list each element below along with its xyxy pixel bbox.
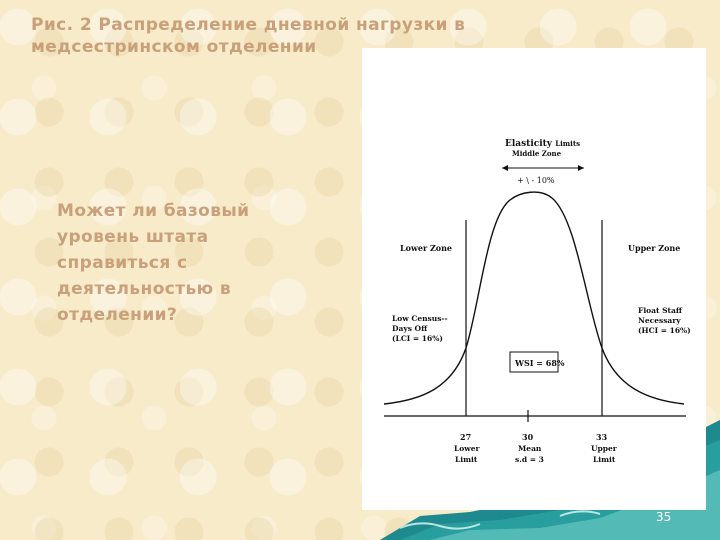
svg-text:Limit: Limit [455, 455, 478, 464]
bell-curve-figure [362, 48, 706, 510]
slide-title: Рис. 2 Распределение дневной нагрузки в медсестринском отделении [31, 15, 466, 57]
question-text: Может ли базовый уровень штата справиться с деятельностью в отделении? [57, 201, 250, 325]
svg-text:Mean: Mean [518, 444, 542, 453]
svg-text:Upper: Upper [591, 444, 617, 453]
svg-text:30: 30 [522, 432, 534, 442]
svg-text:27: 27 [460, 432, 472, 442]
middle-zone-label: Middle Zone [512, 149, 562, 158]
elasticity-label: Elasticity Limits [505, 139, 581, 149]
axis-label-upper [591, 432, 618, 464]
axis-label-lower [454, 432, 481, 464]
range-label: + \ - 10% [517, 176, 555, 185]
float-staff-label: Float Staff Necessary (HCI = 16%) [638, 306, 691, 335]
svg-text:Limit: Limit [593, 455, 616, 464]
page-number: 35 [656, 510, 672, 524]
wsi-label: WSI = 68% [515, 358, 565, 368]
axis-label-mean [515, 432, 544, 464]
range-arrow-left [502, 165, 508, 171]
low-census-label: Low Census-- Days Off (LCI = 16%) [392, 314, 448, 343]
upper-zone-label: Upper Zone [628, 243, 681, 253]
range-arrow-right [578, 165, 584, 171]
svg-text:s.d = 3: s.d = 3 [515, 455, 544, 464]
lower-zone-label: Lower Zone [400, 243, 453, 253]
svg-text:33: 33 [596, 432, 608, 442]
svg-text:Lower: Lower [454, 444, 480, 453]
bell-curve-diagram [362, 48, 706, 510]
